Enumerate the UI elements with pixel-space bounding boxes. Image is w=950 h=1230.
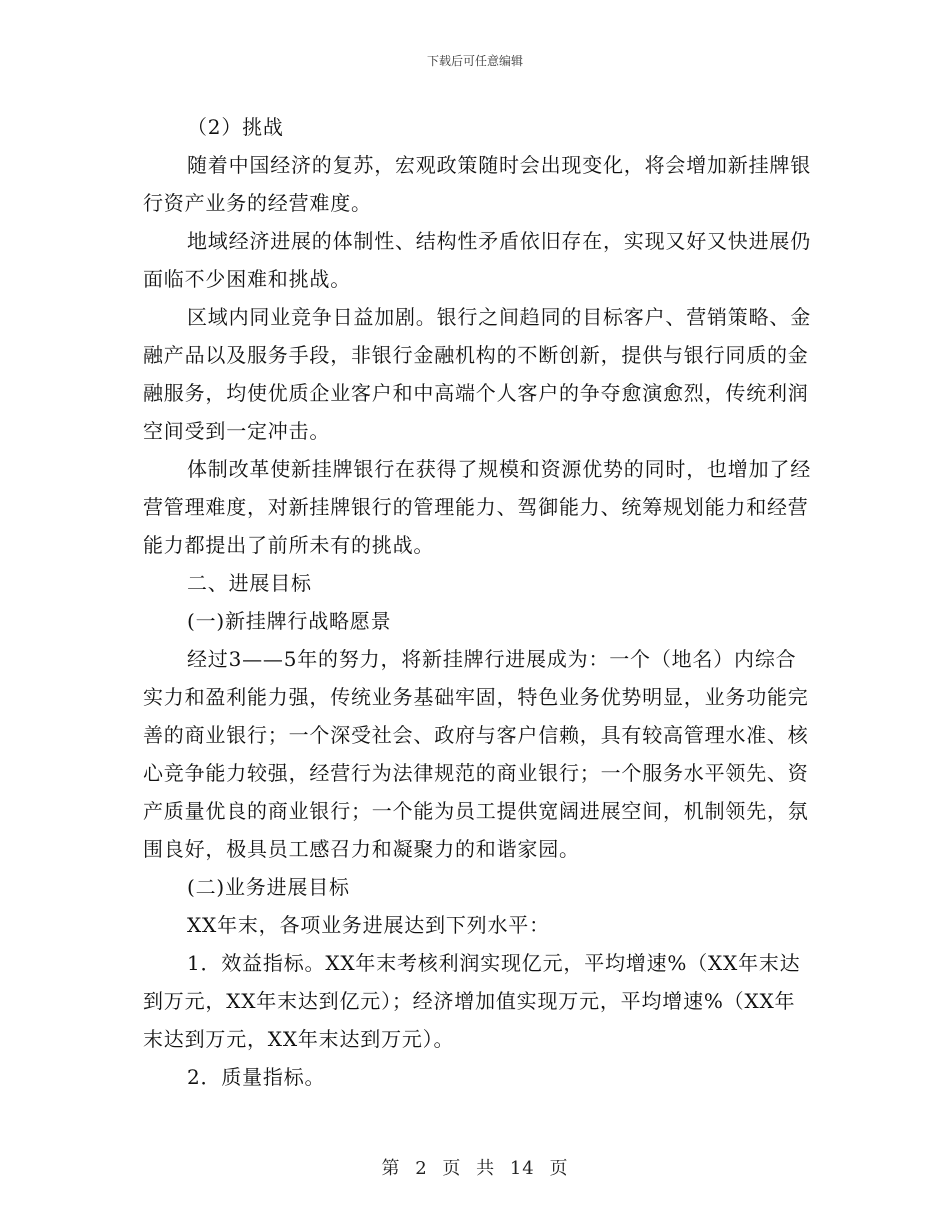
paragraph: 1．效益指标。XX年末考核利润实现亿元，平均增速%（XX年末达到万元，XX年末达到亿元）；经济增加值实现万元，平均增速%（XX年末达到万元，XX年末达到万元）。 bbox=[143, 951, 801, 1051]
page-number: 第 2 页 共 14 页 bbox=[381, 1158, 569, 1179]
heading-development-goals: 二、进展目标 bbox=[187, 571, 312, 595]
paragraph: XX年末，各项业务进展达到下列水平： bbox=[187, 913, 550, 937]
page-header: 下载后可任意编辑 bbox=[426, 54, 523, 68]
paragraph: 经过3——5年的努力，将新挂牌行进展成为：一个（地名）内综合实力和盈利能力强，传统业务基础牢固，特色业务优势明显，业务功能完善的商业银行；一个深受社会、政府与客户信赖，具有较高管理水准、核心竞争能力较强，经营行为法律规范的商业银行；一个服务水平领先、资产质量优良的商业银行；一个能为员工提供宽阔进展空间，机制领先，氛围良好，极具员工感召力和凝聚力的和谐家园。 bbox=[143, 647, 809, 861]
heading-strategic-vision: (一)新挂牌行战略愿景 bbox=[187, 609, 392, 633]
heading-challenges: （2）挑战 bbox=[187, 115, 284, 139]
paragraph: 区域内同业竞争日益加剧。银行之间趋同的目标客户、营销策略、金融产品以及服务手段，非银行金融机构的不断创新，提供与银行同质的金融服务，均使优质企业客户和中高端个人客户的争夺愈演愈烈，传统利润空间受到一定冲击。 bbox=[143, 305, 811, 443]
paragraph: 体制改革使新挂牌银行在获得了规模和资源优势的同时，也增加了经营管理难度，对新挂牌银行的管理能力、驾御能力、统筹规划能力和经营能力都提出了前所未有的挑战。 bbox=[143, 457, 811, 557]
paragraph: 地域经济进展的体制性、结构性矛盾依旧存在，实现又好又快进展仍面临不少困难和挑战。 bbox=[143, 229, 811, 291]
paragraph: 随着中国经济的复苏，宏观政策随时会出现变化，将会增加新挂牌银行资产业务的经营难度。 bbox=[143, 153, 811, 215]
heading-business-goals: (二)业务进展目标 bbox=[187, 875, 350, 899]
paragraph: 2．质量指标。 bbox=[187, 1065, 326, 1089]
document-body bbox=[143, 108, 811, 1096]
